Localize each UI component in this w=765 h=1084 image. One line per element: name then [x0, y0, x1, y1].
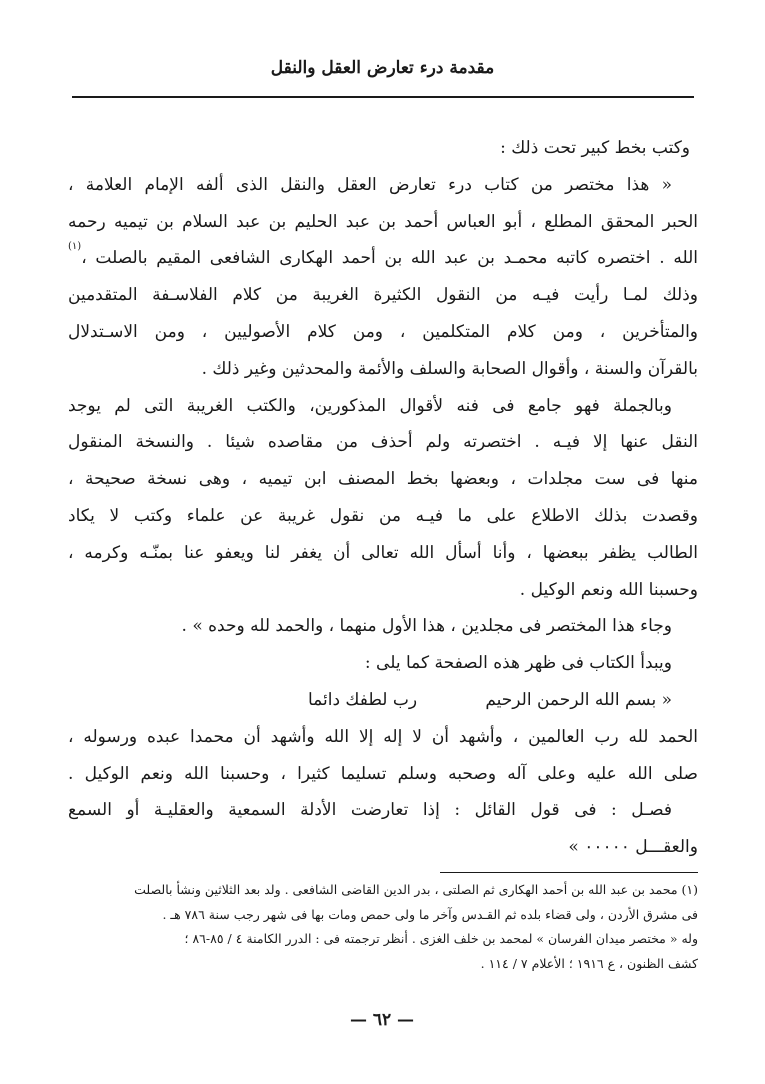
- text-line: وذلك لمـا رأيت فيـه من النقول الكثيرة الغريبة من كلام الفلاسـفة المتقدمين: [68, 285, 698, 306]
- footnote-line: كشف الظنون ، ع ١٩١٦ ؛ الأعلام ٧ / ١١٤ .: [480, 955, 698, 971]
- text-line: صلى الله عليه وعلى آله وصحبه وسلم تسليما كثيرا ، وحسبنا الله ونعم الوكيل .: [68, 763, 698, 784]
- text-line: والعقـــل ٠٠٠٠٠ »: [568, 837, 698, 858]
- footnote-line: وله « مختصر ميدان الفرسان » لمحمد بن خلف الغزى . أنظر ترجمته فى : الدرر الكامنة ٤ / ٨٥-٨٦ ؛: [184, 931, 698, 946]
- section-heading-line: فصـل : فى قول القائل : إذا تعارضت الأدلة السمعية والعقليـة أو السمع: [68, 800, 672, 821]
- text-line: وبالجملة فهو جامع فى فنه لأقوال المذكورين، والكتب الغريبة التى لم يوجد: [68, 395, 672, 416]
- basmala-line: [68, 682, 698, 719]
- text-line: بالقرآن والسنة ، وأقوال الصحابة والسلف والأئمة والمحدثين وغير ذلك .: [201, 358, 698, 379]
- text-line: الحمد لله رب العالمين ، وأشهد أن لا إله إلا الله وأشهد أن محمدا عبده ورسوله ،: [68, 726, 698, 747]
- text-line: [68, 130, 698, 167]
- header-divider: [72, 96, 694, 98]
- footnote-line: (١) محمد بن عبد الله بن أحمد الهكارى ثم الصلتى ، بدر الدين القاضى الشافعى . ولد بعد الثلاثين ونشأ بالصلت: [134, 882, 698, 897]
- text-line: الحبر المحقق المطلع ، أبو العباس أحمد بن عبد الحليم بن عبد السلام بن تيميه رحمه: [68, 211, 698, 232]
- main-text: [68, 130, 698, 866]
- text-line: الطالب يظفر ببعضها ، وأنا أسأل الله تعالى أن يغفر لنا ويعفو عنا بمنّـه وكرمه ،: [68, 542, 698, 563]
- footnote-line: فى مشرق الأردن ، ولى قضاء بلده ثم القـدس وآخر ما ولى حمص ومات بها فى شهر رجب سنة ٧٨٦ هـ .: [162, 906, 698, 922]
- footnote-marker: (١): [68, 241, 82, 253]
- text-line: وقصدت بذلك الاطلاع على ما فيـه من نقول غريبة عن علماء وكتب لا يكاد: [68, 505, 698, 526]
- basmala: « بسم الله الرحمن الرحيم: [485, 689, 672, 710]
- text-line: النقل عنها إلا فيـه . اختصرته ولم أحذف من مقاصده شيئا . والنسخة المنقول: [68, 432, 698, 453]
- page-number: — ٦٢ —: [349, 1010, 415, 1030]
- running-header: مقدمة درء تعارض العقل والنقل: [270, 58, 495, 78]
- text-line: وجاء هذا المختصر فى مجلدين ، هذا الأول منهما ، والحمد لله وحده » .: [181, 616, 672, 637]
- text-line: منها فى ست مجلدات ، وبعضها بخط المصنف ابن تيميه ، وهى نسخة صحيحة ،: [68, 469, 698, 490]
- text-line: والمتأخرين ، ومن كلام المتكلمين ، ومن كلام الأصوليين ، ومن الاسـتدلال: [68, 321, 698, 342]
- footnote-divider: [440, 872, 698, 873]
- text-line: [68, 240, 698, 277]
- text-line: وحسبنا الله ونعم الوكيل .: [519, 579, 698, 600]
- text-line: ويبدأ الكتاب فى ظهر هذه الصفحة كما يلى :: [364, 653, 672, 674]
- text-line: « هذا مختصر من كتاب درء تعارض العقل والنقل الذى ألفه الإمام العلامة ،: [68, 174, 672, 195]
- invocation: رب لطفك دائما: [308, 689, 418, 710]
- line-text: وكتب بخط كبير تحت ذلك :: [500, 138, 690, 158]
- line-text: الله . اختصره كاتبه محمـد بن عبد الله بن أحمد الهكارى الشافعى المقيم بالصلت ،: [81, 248, 698, 269]
- footnotes: [68, 878, 698, 976]
